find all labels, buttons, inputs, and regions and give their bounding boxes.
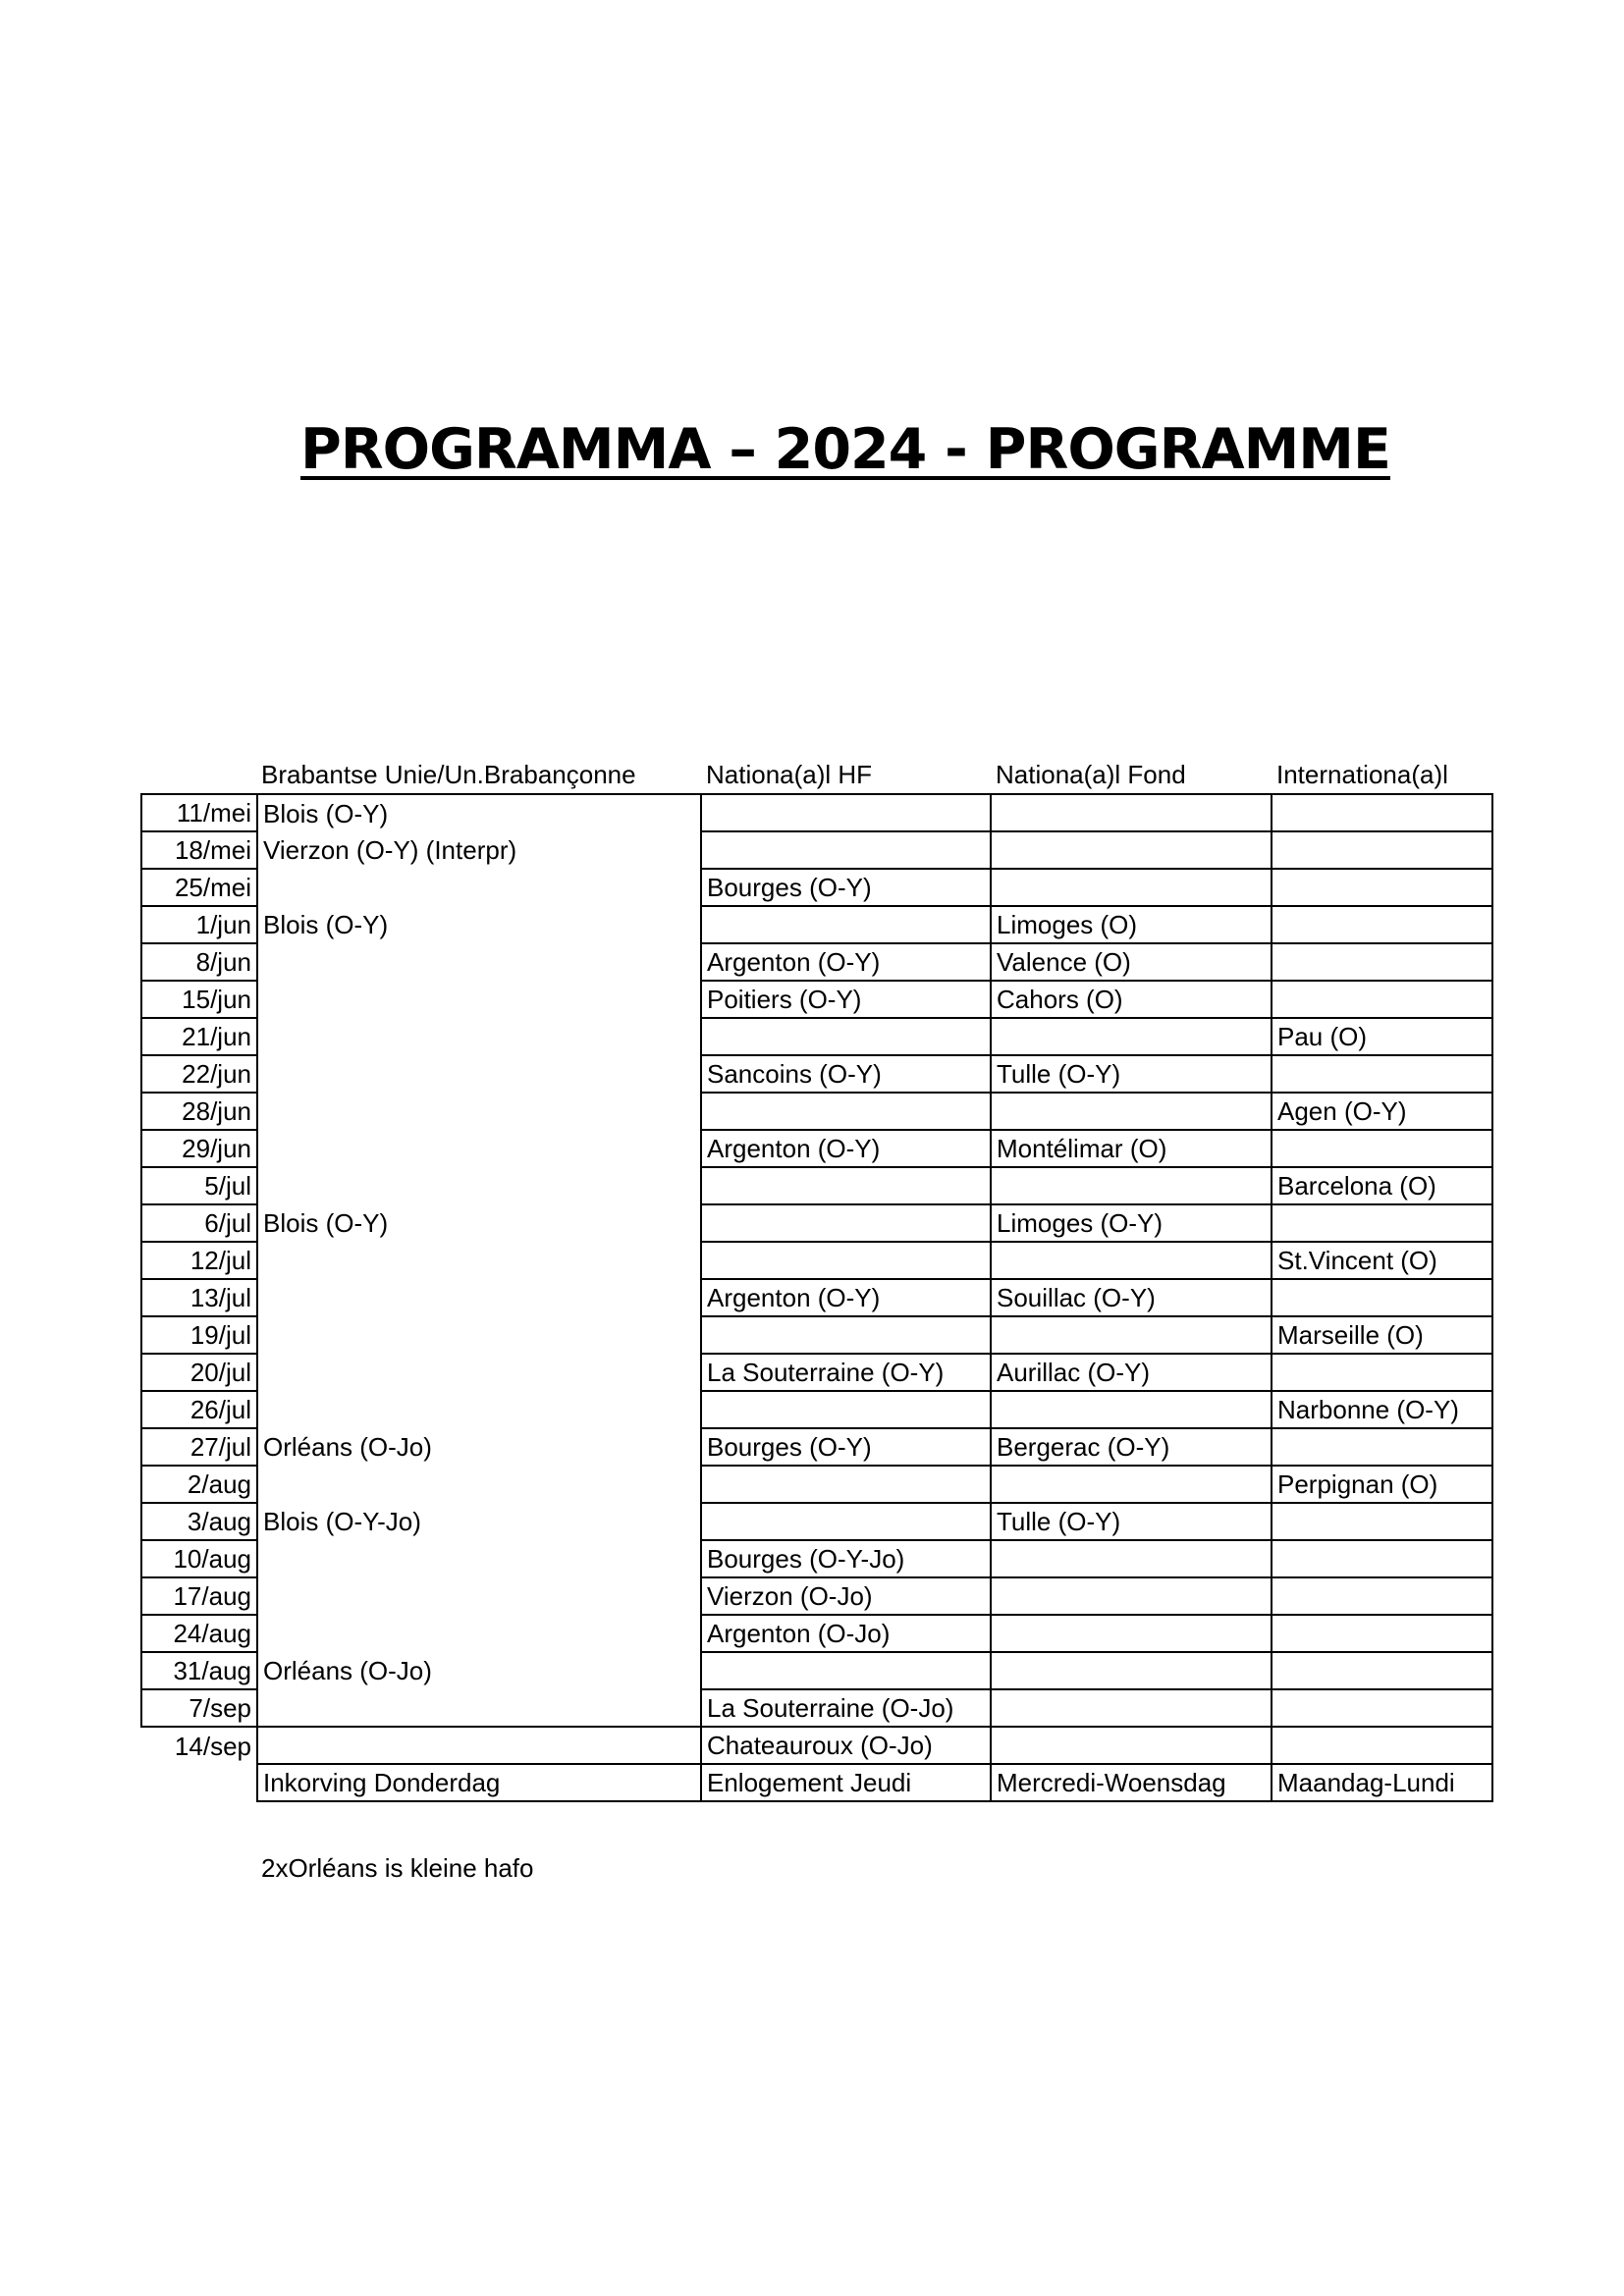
cell-nationaal-fond: [991, 1577, 1272, 1615]
cell-nationaal-fond: Limoges (O-Y): [991, 1204, 1272, 1242]
cell-nationaal-fond: [991, 1391, 1272, 1428]
table-footer-row: [141, 1764, 1492, 1801]
cell-brabantse: [257, 1167, 701, 1204]
cell-brabantse: Vierzon (O-Y) (Interpr): [257, 831, 701, 869]
row-date: 12/jul: [141, 1242, 257, 1279]
footer-nationaal-hf: Enlogement Jeudi: [701, 1764, 991, 1801]
table-row: [141, 1242, 1492, 1279]
cell-nationaal-hf: [701, 1391, 991, 1428]
cell-nationaal-fond: Bergerac (O-Y): [991, 1428, 1272, 1466]
cell-brabantse: Orléans (O-Jo): [257, 1428, 701, 1466]
row-date: 5/jul: [141, 1167, 257, 1204]
row-date: 10/aug: [141, 1540, 257, 1577]
row-date: 21/jun: [141, 1018, 257, 1055]
row-date: 29/jun: [141, 1130, 257, 1167]
cell-brabantse: [257, 981, 701, 1018]
row-date: 24/aug: [141, 1615, 257, 1652]
table-row: [141, 1652, 1492, 1689]
cell-internationaal: [1272, 906, 1492, 943]
table-row: [141, 794, 1492, 831]
cell-brabantse: [257, 1391, 701, 1428]
cell-internationaal: [1272, 794, 1492, 831]
cell-brabantse: [257, 1055, 701, 1093]
table-row: [141, 1018, 1492, 1055]
table-row: [141, 1540, 1492, 1577]
cell-nationaal-hf: Argenton (O-Jo): [701, 1615, 991, 1652]
cell-nationaal-hf: [701, 1018, 991, 1055]
cell-nationaal-fond: [991, 1615, 1272, 1652]
cell-nationaal-hf: [701, 1242, 991, 1279]
cell-brabantse: [257, 1615, 701, 1652]
footer-empty-cell: [141, 1764, 257, 1801]
cell-nationaal-hf: Chateauroux (O-Jo): [701, 1727, 991, 1764]
row-date: 27/jul: [141, 1428, 257, 1466]
cell-nationaal-hf: [701, 906, 991, 943]
table-row: [141, 1727, 1492, 1764]
cell-brabantse: [257, 1018, 701, 1055]
cell-nationaal-hf: La Souterraine (O-Y): [701, 1354, 991, 1391]
cell-nationaal-fond: Cahors (O): [991, 981, 1272, 1018]
row-date: 15/jun: [141, 981, 257, 1018]
table-row: [141, 906, 1492, 943]
cell-internationaal: Pau (O): [1272, 1018, 1492, 1055]
row-date: 13/jul: [141, 1279, 257, 1316]
cell-brabantse: [257, 1727, 701, 1764]
header-internationaal: Internationa(a)l: [1276, 760, 1448, 789]
footer-internationaal: Maandag-Lundi: [1272, 1764, 1492, 1801]
row-date: 14/sep: [141, 1727, 257, 1764]
cell-internationaal: [1272, 1055, 1492, 1093]
cell-nationaal-hf: [701, 1466, 991, 1503]
cell-brabantse: [257, 943, 701, 981]
cell-nationaal-fond: [991, 1316, 1272, 1354]
row-date: 1/jun: [141, 906, 257, 943]
cell-brabantse: Blois (O-Y): [257, 1204, 701, 1242]
row-date: 22/jun: [141, 1055, 257, 1093]
table-row: [141, 1354, 1492, 1391]
cell-internationaal: [1272, 943, 1492, 981]
table-row: [141, 1093, 1492, 1130]
row-date: 18/mei: [141, 831, 257, 869]
cell-nationaal-fond: [991, 1652, 1272, 1689]
cell-nationaal-fond: [991, 1167, 1272, 1204]
cell-brabantse: Blois (O-Y-Jo): [257, 1503, 701, 1540]
cell-brabantse: [257, 1130, 701, 1167]
row-date: 31/aug: [141, 1652, 257, 1689]
cell-nationaal-fond: Aurillac (O-Y): [991, 1354, 1272, 1391]
cell-internationaal: [1272, 1727, 1492, 1764]
cell-nationaal-hf: Bourges (O-Y-Jo): [701, 1540, 991, 1577]
cell-internationaal: [1272, 1689, 1492, 1727]
table-row: [141, 1055, 1492, 1093]
cell-internationaal: Narbonne (O-Y): [1272, 1391, 1492, 1428]
cell-nationaal-fond: [991, 1018, 1272, 1055]
row-date: 28/jun: [141, 1093, 257, 1130]
cell-brabantse: Orléans (O-Jo): [257, 1652, 701, 1689]
cell-nationaal-hf: [701, 831, 991, 869]
cell-nationaal-fond: [991, 1466, 1272, 1503]
table-row: [141, 1615, 1492, 1652]
table-row: [141, 1466, 1492, 1503]
cell-nationaal-hf: Bourges (O-Y): [701, 869, 991, 906]
cell-internationaal: [1272, 1503, 1492, 1540]
cell-nationaal-hf: Argenton (O-Y): [701, 1130, 991, 1167]
column-headers: [0, 756, 1624, 793]
cell-nationaal-fond: [991, 1727, 1272, 1764]
table-row: [141, 1204, 1492, 1242]
cell-brabantse: [257, 1540, 701, 1577]
cell-nationaal-hf: Argenton (O-Y): [701, 943, 991, 981]
cell-internationaal: [1272, 869, 1492, 906]
cell-nationaal-hf: [701, 1503, 991, 1540]
table-row: [141, 1130, 1492, 1167]
cell-brabantse: [257, 1242, 701, 1279]
cell-nationaal-hf: [701, 1204, 991, 1242]
cell-nationaal-fond: Tulle (O-Y): [991, 1503, 1272, 1540]
table-row: [141, 869, 1492, 906]
cell-brabantse: [257, 1316, 701, 1354]
cell-nationaal-fond: Souillac (O-Y): [991, 1279, 1272, 1316]
cell-nationaal-fond: [991, 1093, 1272, 1130]
cell-internationaal: [1272, 1279, 1492, 1316]
cell-internationaal: [1272, 1354, 1492, 1391]
table-row: [141, 831, 1492, 869]
cell-nationaal-fond: [991, 831, 1272, 869]
header-nationaal-fond: Nationa(a)l Fond: [996, 760, 1186, 789]
row-date: 2/aug: [141, 1466, 257, 1503]
cell-internationaal: Agen (O-Y): [1272, 1093, 1492, 1130]
schedule-table: [140, 793, 1493, 1802]
cell-nationaal-hf: [701, 1652, 991, 1689]
header-brabantse: Brabantse Unie/Un.Brabançonne: [261, 760, 636, 789]
cell-brabantse: [257, 1466, 701, 1503]
cell-nationaal-hf: Sancoins (O-Y): [701, 1055, 991, 1093]
cell-internationaal: [1272, 1540, 1492, 1577]
row-date: 26/jul: [141, 1391, 257, 1428]
row-date: 19/jul: [141, 1316, 257, 1354]
row-date: 6/jul: [141, 1204, 257, 1242]
cell-nationaal-fond: [991, 1540, 1272, 1577]
row-date: 8/jun: [141, 943, 257, 981]
table-row: [141, 1503, 1492, 1540]
cell-nationaal-hf: Vierzon (O-Jo): [701, 1577, 991, 1615]
cell-nationaal-hf: Poitiers (O-Y): [701, 981, 991, 1018]
cell-nationaal-hf: Bourges (O-Y): [701, 1428, 991, 1466]
cell-nationaal-hf: Argenton (O-Y): [701, 1279, 991, 1316]
cell-nationaal-fond: Limoges (O): [991, 906, 1272, 943]
cell-nationaal-hf: [701, 1167, 991, 1204]
row-date: 11/mei: [141, 794, 257, 831]
cell-nationaal-fond: Valence (O): [991, 943, 1272, 981]
cell-brabantse: [257, 1577, 701, 1615]
table-row: [141, 1428, 1492, 1466]
cell-nationaal-fond: Montélimar (O): [991, 1130, 1272, 1167]
table-row: [141, 1279, 1492, 1316]
cell-nationaal-hf: La Souterraine (O-Jo): [701, 1689, 991, 1727]
cell-internationaal: [1272, 1577, 1492, 1615]
cell-internationaal: [1272, 1615, 1492, 1652]
cell-brabantse: Blois (O-Y): [257, 906, 701, 943]
cell-internationaal: Marseille (O): [1272, 1316, 1492, 1354]
cell-brabantse: [257, 1093, 701, 1130]
row-date: 7/sep: [141, 1689, 257, 1727]
cell-brabantse: [257, 1354, 701, 1391]
table-row: [141, 1577, 1492, 1615]
cell-brabantse: [257, 1279, 701, 1316]
header-nationaal-hf: Nationa(a)l HF: [706, 760, 873, 789]
row-date: 3/aug: [141, 1503, 257, 1540]
footer-brabantse: Inkorving Donderdag: [257, 1764, 701, 1801]
cell-nationaal-fond: Tulle (O-Y): [991, 1055, 1272, 1093]
page-title: PROGRAMMA – 2024 - PROGRAMME: [300, 417, 1390, 482]
cell-internationaal: [1272, 981, 1492, 1018]
table-row: [141, 1391, 1492, 1428]
cell-internationaal: [1272, 831, 1492, 869]
cell-internationaal: St.Vincent (O): [1272, 1242, 1492, 1279]
table-row: [141, 981, 1492, 1018]
cell-internationaal: Perpignan (O): [1272, 1466, 1492, 1503]
cell-internationaal: [1272, 1204, 1492, 1242]
cell-internationaal: Barcelona (O): [1272, 1167, 1492, 1204]
cell-nationaal-fond: [991, 869, 1272, 906]
row-date: 20/jul: [141, 1354, 257, 1391]
cell-nationaal-hf: [701, 794, 991, 831]
cell-nationaal-fond: [991, 1689, 1272, 1727]
cell-internationaal: [1272, 1130, 1492, 1167]
cell-nationaal-fond: [991, 1242, 1272, 1279]
cell-brabantse: [257, 869, 701, 906]
cell-brabantse: [257, 1689, 701, 1727]
table-row: [141, 1689, 1492, 1727]
table-row: [141, 943, 1492, 981]
row-date: 17/aug: [141, 1577, 257, 1615]
cell-brabantse: Blois (O-Y): [257, 794, 701, 831]
footnote: 2xOrléans is kleine hafo: [261, 1853, 534, 1883]
cell-nationaal-hf: [701, 1093, 991, 1130]
row-date: 25/mei: [141, 869, 257, 906]
cell-nationaal-hf: [701, 1316, 991, 1354]
cell-internationaal: [1272, 1428, 1492, 1466]
cell-internationaal: [1272, 1652, 1492, 1689]
table-row: [141, 1316, 1492, 1354]
table-row: [141, 1167, 1492, 1204]
footer-nationaal-fond: Mercredi-Woensdag: [991, 1764, 1272, 1801]
cell-nationaal-fond: [991, 794, 1272, 831]
